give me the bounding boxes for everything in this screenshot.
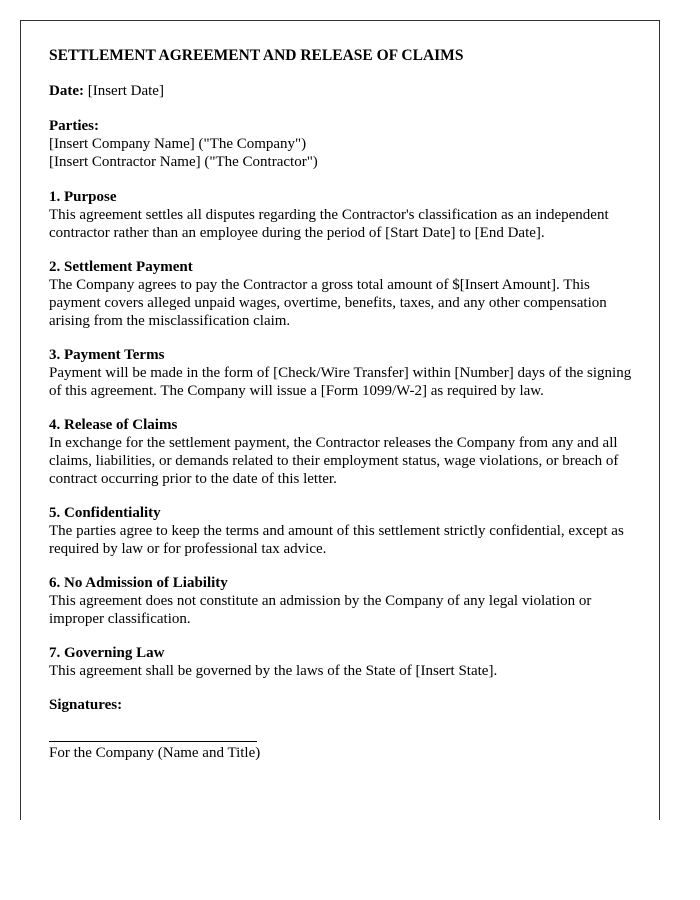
section-settlement-payment bbox=[49, 258, 639, 330]
section-heading: 7. Governing Law bbox=[49, 645, 165, 661]
date-value: [Insert Date] bbox=[87, 83, 164, 99]
section-text: Payment will be made in the form of [Check/Wire Transfer] within [Number] days of the signing of this agreement. The Company will issue a [Form 1099/W-2] as required by law. bbox=[49, 365, 632, 399]
section-heading: 4. Release of Claims bbox=[49, 417, 178, 433]
section-text: In exchange for the settlement payment, the Contractor releases the Company from any and all claims, liabilities, or demands related to their employment status, wage violations, or breach of contract occurring prior to the date of this letter. bbox=[49, 435, 619, 487]
section-confidentiality bbox=[49, 504, 639, 558]
parties-block bbox=[49, 117, 639, 171]
party-contractor: [Insert Contractor Name] ("The Contractor") bbox=[49, 154, 318, 170]
document-content bbox=[49, 47, 639, 762]
signatures-block bbox=[49, 696, 639, 762]
section-heading: 1. Purpose bbox=[49, 189, 117, 205]
signatures-label: Signatures: bbox=[49, 697, 123, 713]
section-text: This agreement settles all disputes regarding the Contractor's classification as an independent contractor rather than an employee during the period of [Start Date] to [End Date]. bbox=[49, 207, 609, 241]
section-purpose bbox=[49, 188, 639, 242]
section-text: The Company agrees to pay the Contractor a gross total amount of $[Insert Amount]. This payment covers alleged unpaid wages, overtime, benefits, taxes, and any other compensation arising from the misclassification claim. bbox=[49, 277, 607, 329]
signature-line bbox=[49, 741, 257, 742]
signature-caption-company: For the Company (Name and Title) bbox=[49, 745, 261, 761]
section-no-admission bbox=[49, 574, 639, 628]
party-company: [Insert Company Name] ("The Company") bbox=[49, 136, 307, 152]
section-text: This agreement shall be governed by the laws of the State of [Insert State]. bbox=[49, 663, 498, 679]
section-payment-terms bbox=[49, 346, 639, 400]
section-text: This agreement does not constitute an admission by the Company of any legal violation or improper classification. bbox=[49, 593, 592, 627]
date-field bbox=[49, 82, 639, 100]
date-label: Date: bbox=[49, 83, 84, 99]
section-heading: 5. Confidentiality bbox=[49, 505, 161, 521]
section-release-of-claims bbox=[49, 416, 639, 488]
section-heading: 6. No Admission of Liability bbox=[49, 575, 228, 591]
parties-label: Parties: bbox=[49, 118, 99, 134]
document-title: SETTLEMENT AGREEMENT AND RELEASE OF CLAIMS bbox=[49, 47, 464, 64]
section-governing-law bbox=[49, 644, 639, 680]
section-heading: 3. Payment Terms bbox=[49, 347, 165, 363]
section-text: The parties agree to keep the terms and amount of this settlement strictly confidential, except as required by law or for professional tax advice. bbox=[49, 523, 624, 557]
document-page bbox=[20, 20, 660, 820]
section-heading: 2. Settlement Payment bbox=[49, 259, 193, 275]
